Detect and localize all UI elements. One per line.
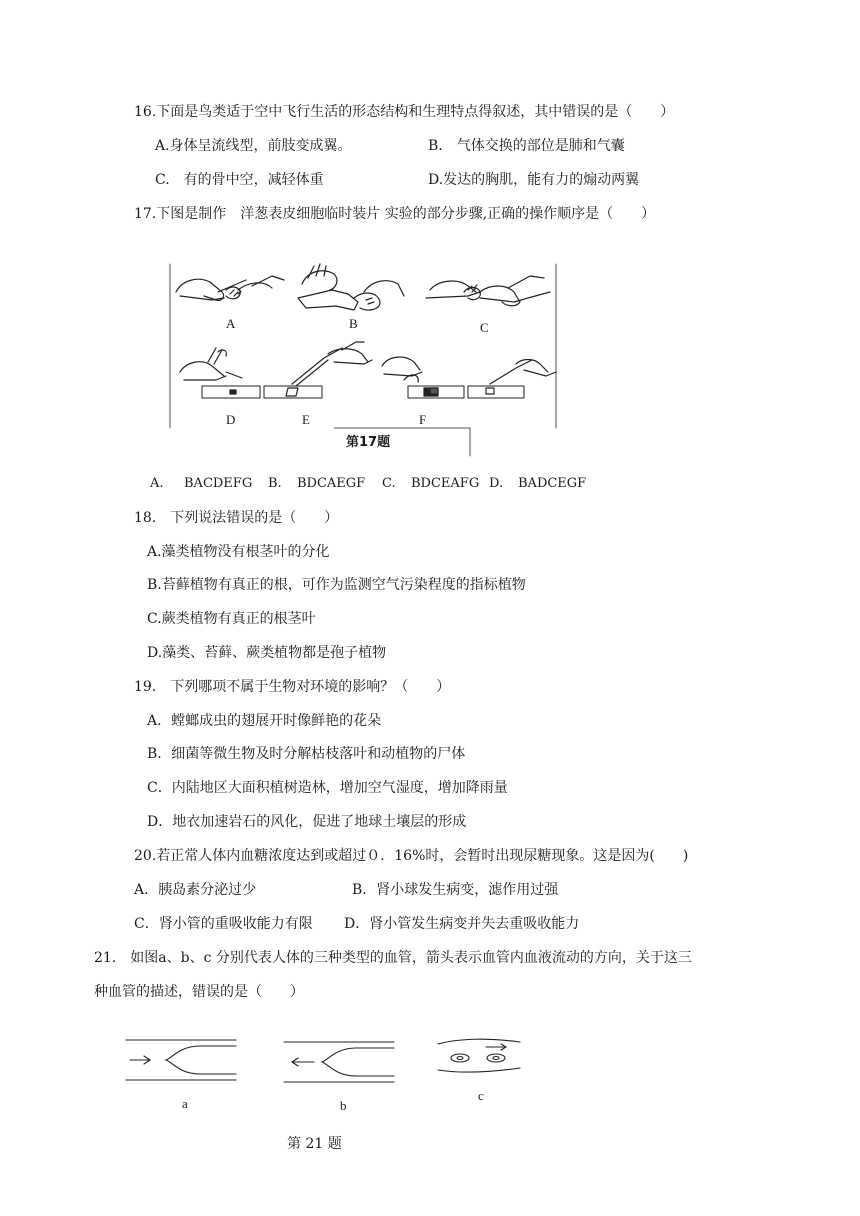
q17-step-label-b: B — [349, 316, 358, 331]
q19-option-a: A．螳螂成虫的翅展开时像鲜艳的花朵 — [147, 713, 382, 729]
q20-option-d: D．肾小管发生病变并失去重吸收能力 — [344, 916, 580, 932]
q17-figure — [168, 262, 560, 458]
q17-option-b: BDCAEGF — [297, 476, 366, 491]
q17-option-a-letter: A. — [150, 476, 164, 491]
q20-option-a: A．胰岛素分泌过少 — [134, 882, 257, 898]
vessel-a-drawing — [126, 1040, 236, 1111]
step-f-drawing — [382, 357, 556, 398]
q17-step-label-f: F — [419, 412, 427, 427]
q17-step-label-d: D — [226, 412, 236, 427]
q17-step-label-c: C — [480, 320, 489, 335]
q17-option-c: BDCEAFG — [411, 476, 480, 491]
q16-stem: 16.下面是鸟类适于空中飞行生活的形态结构和生理特点得叙述，其中错误的是（ ） — [134, 104, 675, 120]
q17-option-d: BADCEGF — [518, 476, 587, 491]
vessel-b-drawing — [284, 1042, 394, 1113]
step-d-drawing — [180, 348, 260, 398]
q21-stem-line1: 21. 如图a、b、c 分别代表人体的三种类型的血管，箭头表示血管内血液流动的方向，关于这三 — [94, 950, 692, 966]
step-c-drawing — [426, 276, 550, 306]
q17-option-c-letter: C. — [382, 476, 396, 491]
q21-label-c: c — [478, 1088, 484, 1103]
q17-step-label-a: A — [226, 316, 236, 331]
step-a-drawing — [176, 276, 284, 300]
q19-option-d: D．地衣加速岩石的风化，促进了地球土壤层的形成 — [147, 814, 467, 830]
q16-option-c: C. 有的骨中空，减轻体重 — [155, 172, 324, 188]
q17-option-b-letter: B. — [268, 476, 282, 491]
q17-figure-caption: 第17题 — [346, 435, 391, 450]
q21-stem-line2: 种血管的描述，错误的是（ ） — [94, 984, 304, 1000]
q19-option-b: B．细菌等微生物及时分解枯枝落叶和动植物的尸体 — [147, 746, 466, 762]
q17-stem: 17.下图是制作 洋葱表皮细胞临时装片 实验的部分步骤,正确的操作顺序是（ ） — [134, 206, 656, 222]
q18-option-d: D.藻类、苔藓、蕨类植物都是孢子植物 — [147, 645, 387, 661]
q17-step-label-e: E — [302, 412, 310, 427]
q18-option-b: B.苔藓植物有真正的根，可作为监测空气污染程度的指标植物 — [147, 577, 526, 593]
q17-option-a: BACDEFG — [184, 476, 253, 491]
q21-label-a: a — [182, 1096, 188, 1111]
q16-option-a: A.身体呈流线型，前肢变成翼。 — [155, 138, 352, 154]
vessel-c-drawing — [438, 1039, 520, 1103]
q20-option-b: B．肾小球发生病变，滤作用过强 — [352, 882, 559, 898]
q20-option-c: C．肾小管的重吸收能力有限 — [134, 916, 313, 932]
q19-stem: 19. 下列哪项不属于生物对环境的影响？（ ） — [134, 679, 451, 695]
q16-option-b: B. 气体交换的部位是肺和气囊 — [428, 138, 625, 154]
q18-stem: 18. 下列说法错误的是（ ） — [134, 510, 339, 526]
q19-option-c: C．内陆地区大面积植树造林，增加空气湿度，增加降雨量 — [147, 780, 508, 796]
q18-option-a: A.藻类植物没有根茎叶的分化 — [147, 544, 330, 560]
q16-option-d: D.发达的胸肌，能有力的煽动两翼 — [428, 172, 640, 188]
q17-option-d-letter: D. — [489, 476, 504, 491]
step-b-drawing — [298, 264, 404, 310]
q21-figure-caption: 第 21 题 — [287, 1136, 342, 1152]
q20-stem: 20.若正常人体内血糖浓度达到或超过０．16%时，会暂时出现尿糖现象。这是因为( ) — [134, 848, 689, 864]
q18-option-c: C.蕨类植物有真正的根茎叶 — [147, 611, 316, 627]
step-e-drawing — [264, 342, 372, 398]
q21-label-b: b — [340, 1098, 347, 1113]
